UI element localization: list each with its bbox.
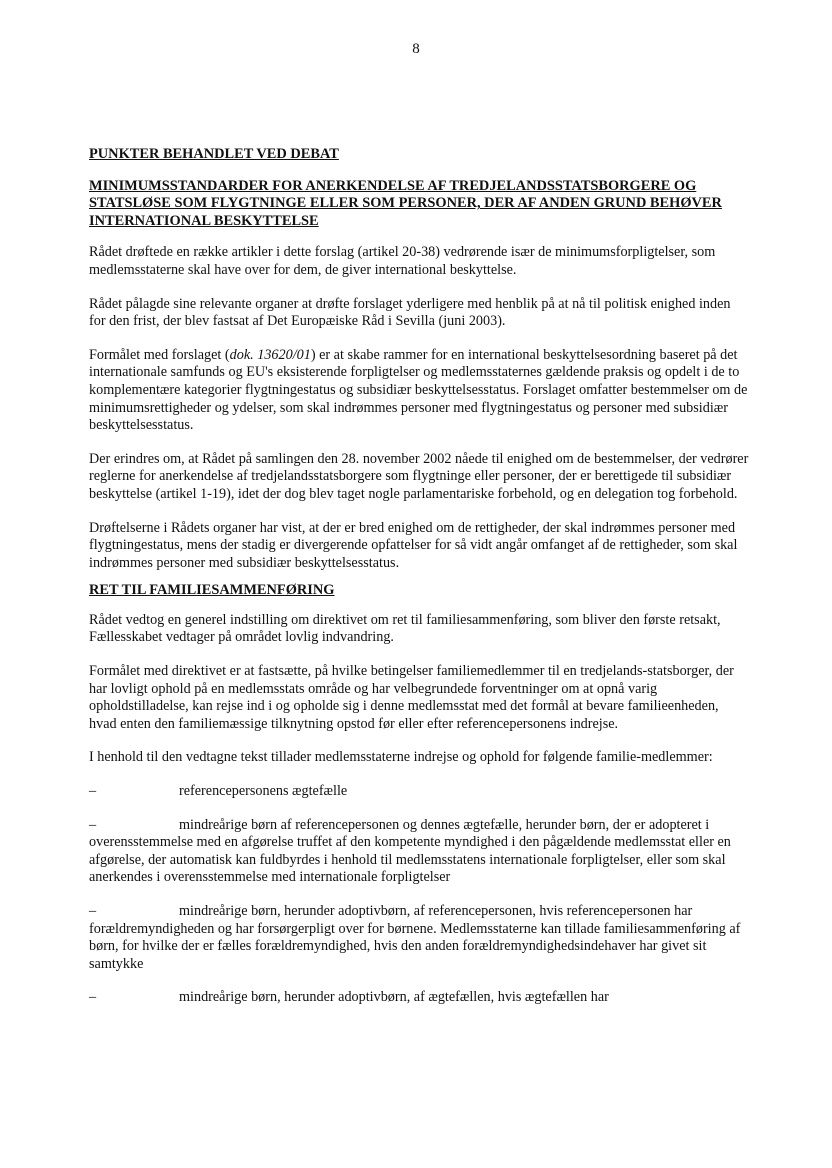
list-item [89, 817, 749, 887]
paragraph: Der erindres om, at Rådet på samlingen den 28. november 2002 nåede til enighed om de bestemmelser, der vedrører reglerne for anerkendelse af tredjelandsstatsborgere som flygtninge eller personer, der er berettigede til subsidiær beskyttelse (artikel 1-19), idet der dog blev taget nogle parlamentariske forbehold, og en delegation tog forbehold. [89, 450, 749, 502]
paragraph-text: ) er at skabe rammer for en international beskyttelsesordning baseret på det internationale samfunds og EU's eksisterende forpligtelser og medlemsstaternes gældende praksis og opdelt i de to komplementære kategorier flygtningestatus og subsidiær beskyttelsesstatus. Forslaget omfatter bestemmelser om de minimumsrettigheder og ydelser, som skal indrømmes personer med flygtningestatus og personer med subsidiær beskyttelsesstatus. [89, 346, 748, 434]
paragraph: Rådet vedtog en generel indstilling om direktivet om ret til familiesammenføring, som bliver den første retsakt, Fællesskabet vedtager på området lovlig indvandring. [89, 611, 721, 646]
paragraph: I henhold til den vedtagne tekst tillader medlemsstaterne indrejse og ophold for følgende familie-medlemmer: [89, 749, 713, 766]
paragraph [89, 347, 749, 435]
paragraph: Rådet pålagde sine relevante organer at drøfte forslaget yderligere med henblik på at nå til politisk enighed inden for den frist, der blev fastsat af Det Europæiske Råd i Sevilla (juni 2003). [89, 295, 731, 330]
list-dash: – [89, 816, 97, 833]
paragraph-text: Formålet med forslaget ( [89, 346, 230, 363]
list-item-text: referencepersonens ægtefælle [179, 783, 348, 800]
list-item-text: mindreårige børn af referencepersonen og dennes ægtefælle, herunder børn, der er adopteret i overensstemmelse med en afgørelse truffet af den kompetente myndighed i den pågældende medlemsstat eller en afgørelse, der automatisk kan fuldbyrdes i henhold til medlemsstatens internationale forpligtelser, eller som skal anerkendes i overensstemmelse med internationale forpligtelser [89, 816, 731, 886]
paragraph: Rådet drøftede en række artikler i dette forslag (artikel 20-38) vedrørende især de minimumsforpligtelser, som medlemsstaterne skal have over for dem, de giver international beskyttelse. [89, 244, 716, 278]
list-item [89, 989, 749, 1007]
document-reference: dok. 13620/01 [229, 346, 311, 363]
section-heading-family-reunification: RET TIL FAMILIESAMMENFØRING [89, 582, 335, 599]
paragraph: Formålet med direktivet er at fastsætte, på hvilke betingelser familiemedlemmer til en tredjelands-statsborger, der har lovligt ophold på en medlemsstats område og har velbegrundede forventninger om at opnå varig opholdstilladelse, kan rejse ind i og opholde sig i denne medlemsstat med det formål at bevare familieenheden, hvad enten den familiemæssige tilknytning opstod før eller efter referencepersonens indrejse. [89, 663, 734, 732]
list-dash: – [89, 783, 97, 800]
section-heading-debate: PUNKTER BEHANDLET VED DEBAT [89, 146, 339, 162]
section-heading-minimum-standards: MINIMUMSSTANDARDER FOR ANERKENDELSE AF TREDJELANDSSTATSBORGERE OG STATSLØSE SOM FLYGTNINGE ELLER SOM PERSONER, DER AF ANDEN GRUND BEHØVER INTERNATIONAL BESKYTTELSE [89, 177, 722, 229]
page-number: 8 [412, 41, 420, 57]
list-dash: – [89, 989, 97, 1006]
list-item [89, 903, 749, 973]
list-item-text: mindreårige børn, herunder adoptivbørn, af ægtefællen, hvis ægtefællen har [179, 989, 609, 1006]
list-dash: – [89, 903, 97, 919]
paragraph: Drøftelserne i Rådets organer har vist, at der er bred enighed om de rettigheder, der skal indrømmes personer med flygtningestatus, mens der stadig er divergerende opfattelser for så vidt angår omfanget af de rettigheder, som skal indrømmes personer med subsidiær beskyttelsesstatus. [89, 519, 738, 571]
document-body [89, 146, 749, 1023]
list-item-text: mindreårige børn, herunder adoptivbørn, af referencepersonen, hvis referencepersonen har forældremyndigheden og har forsørgerpligt over for børnene. Medlemsstaterne kan tillade familiesammenføring af børn, for hvilke der er fælles forældremyndighed, hvis den anden forældremyndighedsindehaver har givet sit samtykke [89, 903, 741, 972]
list-item [89, 783, 749, 801]
